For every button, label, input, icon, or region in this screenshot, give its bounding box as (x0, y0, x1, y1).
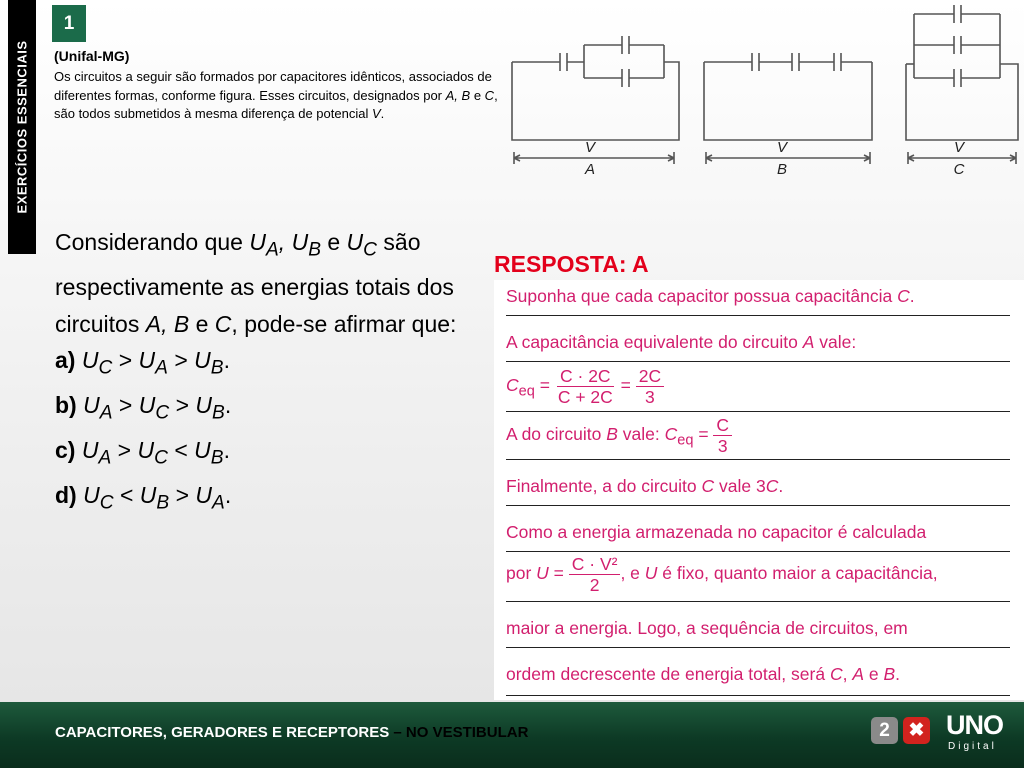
answer-line-8: maior a energia. Logo, a sequência de circuitos, em (506, 618, 1010, 648)
fraction-c-over-3: $\frac{C}{3}$ (713, 415, 732, 456)
answer-heading: RESPOSTA: A (494, 251, 649, 277)
answer-line-7: por U = $\frac{\text{C · V²}}{2}$ , e U é fixo, quanto maior a capacitância, (506, 552, 1010, 602)
question-intro: Considerando que $U_A$, $U_B$ e $U_C$ são respectivamente as energias totais dos circuitos A, B e C, pode-se afirmar que: (55, 229, 457, 337)
logo-z-icon: 2 (871, 717, 898, 744)
option-b: b) $U_A > U_C > U_B$. (55, 392, 232, 424)
circuit-c-voltage-label: V (953, 139, 965, 156)
problem-statement: Os circuitos a seguir são formados por capacitores idênticos, associados de diferentes formas, conforme figura. Esses circuitos, designados por A, B e C, são todos submetidos à mesma diferença de potencial V. (54, 69, 498, 121)
answer-line-3: $C_{eq}$ = $\frac{C \cdot 2C}{C + 2C}$ = $\frac{2C}{3}$ (506, 364, 1010, 412)
side-tab (8, 0, 36, 254)
option-d: d) $U_C < U_B > U_A$. (55, 482, 232, 514)
exercise-number-badge: 1 (52, 5, 86, 42)
circuit-a-voltage-label: V (584, 139, 596, 156)
circuit-diagrams-svg (504, 0, 1024, 185)
fraction-2c-over-3: $\frac{2C}{3}$ (636, 366, 664, 407)
circuit-b (704, 53, 872, 164)
answer-line-4: A do circuito B vale: $C_{eq}$ = $\frac{C}{3}$ (506, 412, 1010, 460)
answer-line-1: Suponha que cada capacitor possua capacitância C. (506, 286, 1010, 316)
option-a: a) $U_C > U_A > U_B$. (55, 347, 230, 379)
uno-logo: UNO (946, 710, 1003, 740)
circuit-c-name-label: C (953, 161, 965, 178)
circuit-a (512, 36, 679, 164)
footer-bar (0, 702, 1024, 768)
fraction-energy: $\frac{\text{C · V²}}{2}$ (569, 554, 621, 595)
circuit-diagrams (504, 0, 1024, 185)
uno-digital-label: Digital (948, 741, 997, 752)
answer-explanation (494, 280, 1024, 700)
option-c: c) $U_A > U_C < U_B$. (55, 437, 230, 469)
question-text (55, 224, 500, 522)
circuit-b-name-label: B (776, 161, 788, 178)
circuit-a-name-label: A (584, 161, 596, 178)
answer-line-9: ordem decrescente de energia total, será C, A e B. (506, 664, 1010, 696)
fraction-ceq-a: $\frac{C \cdot 2C}{C + 2C}$ (557, 366, 613, 407)
answer-line-5: Finalmente, a do circuito C vale 3C. (506, 476, 1010, 506)
footer-title: CAPACITORES, GERADORES E RECEPTORES – NO VESTIBULAR (55, 724, 529, 741)
exam-source: (Unifal-MG) (54, 48, 130, 64)
answer-line-6: Como a energia armazenada no capacitor é calculada (506, 522, 1010, 552)
circuit-b-voltage-label: V (776, 139, 788, 156)
answer-line-2: A capacitância equivalente do circuito A vale: (506, 332, 1010, 362)
logo-x-icon: ✖ (903, 717, 930, 744)
side-tab-label: EXERCÍCIOS ESSENCIAIS (14, 40, 30, 214)
